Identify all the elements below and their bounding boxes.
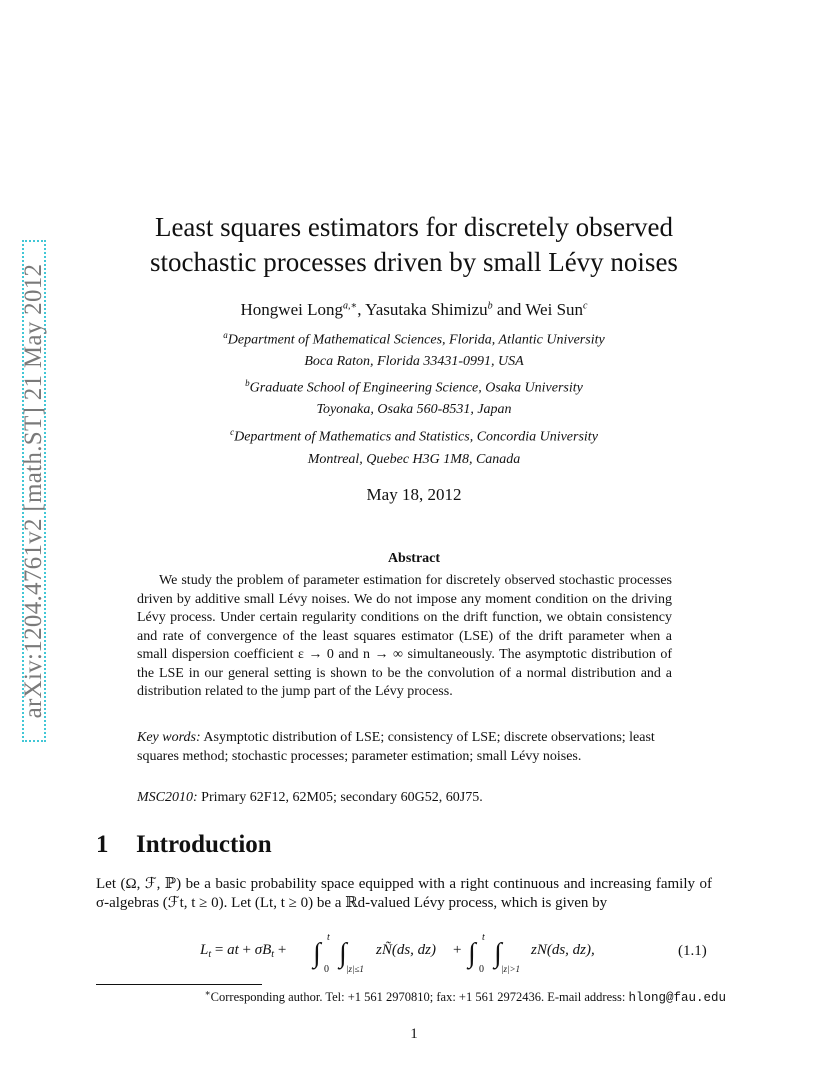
svg-text:∫: ∫ <box>339 938 347 969</box>
abstract-text: We study the problem of parameter estimation for discretely observed stochastic processes driven by additive small Lévy noises. We do not impose any moment condition on the driving Lévy process. Under certain regularity conditions on the drift function, we obtain consistency and rate of convergence of the least squares estimator (LSE) of the drift parameter when a small dispersion coefficient ε → 0 and n → ∞ simultaneously. The asymptotic distribution of the LSE in our general setting is shown to be the convolution of a normal distribution and a distribution related to the jump part of the Lévy process. <box>137 573 672 699</box>
abstract-heading: Abstract <box>387 551 441 566</box>
equation-number: (1.1) <box>678 943 707 959</box>
author-sup: a,∗ <box>342 300 358 312</box>
affiliation-a <box>0 330 828 349</box>
affiliation-sup: c <box>230 427 235 437</box>
author-sup: b <box>487 300 493 312</box>
title-line-1: Least squares estimators for discretely observed <box>154 212 674 242</box>
msc-text: Primary 62F12, 62M05; secondary 60G52, 60J75. <box>197 790 483 805</box>
author-name: , Yasutaka Shimizu <box>357 300 488 319</box>
svg-text:∫: ∫ <box>313 938 321 969</box>
svg-text:zN(ds, dz),: zN(ds, dz), <box>531 942 595 958</box>
author-list <box>0 300 828 320</box>
svg-text:zÑ(ds, dz): zÑ(ds, dz) <box>376 942 437 958</box>
svg-text:t: t <box>482 932 485 943</box>
affiliation-b-address: Toyonaka, Osaka 560-8531, Japan <box>316 402 512 417</box>
paper-title <box>0 210 828 280</box>
affiliation-line: Department of Mathematical Sciences, Florida, Atlantic University <box>227 332 605 348</box>
keywords <box>137 729 672 766</box>
footnote-mark: ∗ <box>204 988 211 998</box>
section-heading <box>96 831 272 859</box>
footnote-rule <box>96 984 262 985</box>
affiliation-c <box>0 427 828 446</box>
section-title: Introduction <box>136 831 272 858</box>
svg-text:Lt = at + σBt +: $L_t$ = at + $\sigma B_t$ + <box>200 942 287 960</box>
footnote <box>96 988 726 1005</box>
equation-1-1 <box>200 928 620 978</box>
intro-paragraph: Let (Ω, ℱ, ℙ) be a basic probability space equipped with a right continuous and increasing family of σ-algebras (ℱt, t ≥ 0). Let (Lt, t ≥ 0) be a ℝd-valued Lévy process, which is given by <box>96 876 712 911</box>
affiliation-c-address: Montreal, Quebec H3G 1M8, Canada <box>307 452 521 467</box>
svg-text:∫: ∫ <box>494 938 502 969</box>
equation-graphic <box>200 928 620 978</box>
footnote-text: Corresponding author. Tel: +1 561 2970810; fax: +1 561 2972436. E-mail address: <box>210 990 629 1005</box>
affiliation-sup: a <box>223 330 228 340</box>
affiliation-b <box>0 378 828 397</box>
author-sup: c <box>583 300 588 312</box>
author-name: and Wei Sun <box>492 300 584 319</box>
footnote-email[interactable]: hlong@fau.edu <box>628 991 726 1006</box>
msc-classification <box>137 790 672 806</box>
svg-text:t: t <box>327 932 330 943</box>
keywords-label: Key words: <box>137 730 201 745</box>
svg-text:|z|>1: |z|>1 <box>501 964 521 974</box>
affiliation-a-address: Boca Raton, Florida 33431-0991, USA <box>304 354 524 369</box>
svg-text:+: + <box>453 942 462 958</box>
publication-date: May 18, 2012 <box>366 485 462 504</box>
svg-text:∫: ∫ <box>468 938 476 969</box>
page-number: 1 <box>410 1026 418 1042</box>
keywords-text: Asymptotic distribution of LSE; consistency of LSE; discrete observations; least squares method; stochastic processes; parameter estimation; small Lévy noises. <box>137 730 655 764</box>
title-line-2: stochastic processes driven by small Lévy noises <box>150 247 678 277</box>
affiliation-sup: b <box>245 378 250 388</box>
section-number: 1 <box>96 831 109 858</box>
affiliation-line: Graduate School of Engineering Science, Osaka University <box>249 380 583 396</box>
svg-text:0: 0 <box>324 964 329 975</box>
msc-label: MSC2010: <box>137 790 198 805</box>
svg-text:|z|≤1: |z|≤1 <box>346 964 364 974</box>
affiliation-line: Department of Mathematics and Statistics, Concordia University <box>234 429 598 445</box>
svg-text:0: 0 <box>479 964 484 975</box>
author-name: Hongwei Long <box>240 300 343 319</box>
arxiv-identifier: arXiv:1204.4761v2 [math.ST] 21 May 2012 <box>20 263 47 719</box>
